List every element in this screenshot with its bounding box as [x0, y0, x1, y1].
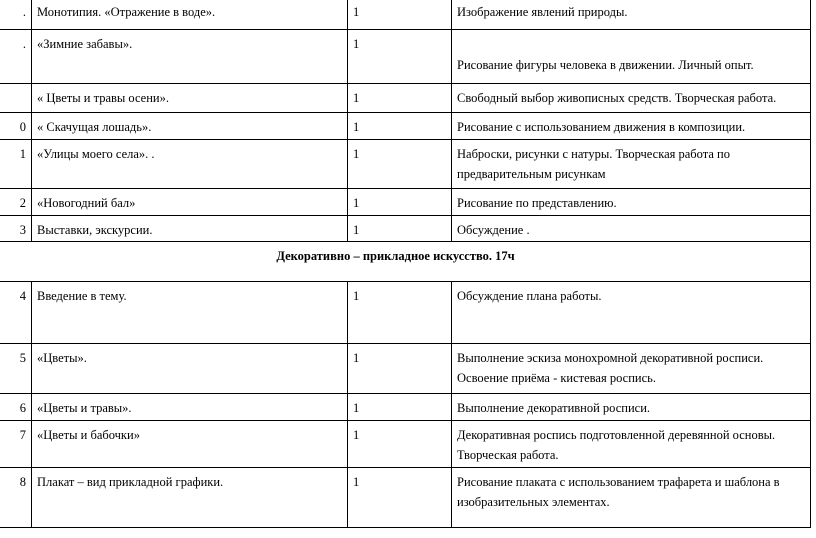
lesson-topic: «Улицы моего села». . [32, 140, 348, 189]
lesson-topic: « Цветы и травы осени». [32, 84, 348, 113]
table-row [0, 216, 811, 242]
lesson-activity: Выполнение декоративной росписи. [452, 394, 811, 421]
lesson-hours: 1 [348, 421, 452, 468]
lesson-number: 1 [0, 140, 32, 189]
lesson-hours: 1 [348, 189, 452, 216]
table-row [0, 113, 811, 140]
lesson-topic: Введение в тему. [32, 282, 348, 344]
lesson-topic: «Цветы и травы». [32, 394, 348, 421]
lesson-number: 8 [0, 468, 32, 528]
lesson-number: 6 [0, 394, 32, 421]
lesson-hours: 1 [348, 394, 452, 421]
lesson-number: 4 [0, 282, 32, 344]
table-row [0, 84, 811, 113]
lesson-activity: Выполнение эскиза монохромной декоративной росписи. Освоение приёма - кистевая роспись. [452, 344, 811, 394]
lesson-topic: « Скачущая лошадь». [32, 113, 348, 140]
lesson-hours: 1 [348, 468, 452, 528]
lesson-activity: Рисование с использованием движения в композиции. [452, 113, 811, 140]
lesson-activity: Свободный выбор живописных средств. Творческая работа. [452, 84, 811, 113]
lesson-hours: 1 [348, 113, 452, 140]
lesson-number: 3 [0, 216, 32, 242]
lesson-hours: 1 [348, 216, 452, 242]
lesson-topic: Выставки, экскурсии. [32, 216, 348, 242]
lesson-hours: 1 [348, 84, 452, 113]
table-row [0, 468, 811, 528]
lesson-number: 0 [0, 113, 32, 140]
lesson-activity: Изображение явлений природы. [452, 0, 811, 30]
lesson-hours: 1 [348, 0, 452, 30]
table-row [0, 344, 811, 394]
lesson-activity-cell [452, 30, 811, 84]
lesson-activity: Наброски, рисунки с натуры. Творческая работа по предварительным рисункам [452, 140, 811, 189]
table-row [0, 0, 811, 30]
lesson-hours: 1 [348, 282, 452, 344]
lesson-topic: «Цветы и бабочки» [32, 421, 348, 468]
lesson-activity: Рисование плаката с использованием трафарета и шаблона в изобразительных элементах. [452, 468, 811, 528]
lesson-number: . [0, 30, 32, 84]
table-row [0, 30, 811, 84]
lesson-number: 7 [0, 421, 32, 468]
table-row [0, 189, 811, 216]
table-row [0, 394, 811, 421]
table-row [0, 282, 811, 344]
lesson-topic: «Новогодний бал» [32, 189, 348, 216]
lesson-activity: Обсуждение . [452, 216, 811, 242]
lesson-hours: 1 [348, 30, 452, 84]
section-header-row [0, 242, 811, 282]
lesson-activity: Обсуждение плана работы. [452, 282, 811, 344]
lesson-activity: Рисование фигуры человека в движении. Личный опыт. [457, 58, 754, 72]
lesson-activity: Декоративная роспись подготовленной деревянной основы. Творческая работа. [452, 421, 811, 468]
lesson-topic: Монотипия. «Отражение в воде». [32, 0, 348, 30]
table-row [0, 140, 811, 189]
lesson-hours: 1 [348, 344, 452, 394]
lesson-activity: Рисование по представлению. [452, 189, 811, 216]
lesson-hours: 1 [348, 140, 452, 189]
lesson-topic: Плакат – вид прикладной графики. [32, 468, 348, 528]
lesson-topic: «Цветы». [32, 344, 348, 394]
lesson-number: 5 [0, 344, 32, 394]
lesson-number [0, 84, 32, 113]
lesson-topic: «Зимние забавы». [32, 30, 348, 84]
lesson-number: 2 [0, 189, 32, 216]
lesson-number: . [0, 0, 32, 30]
table-row [0, 421, 811, 468]
section-title: Декоративно – прикладное искусство. 17ч [0, 242, 811, 282]
